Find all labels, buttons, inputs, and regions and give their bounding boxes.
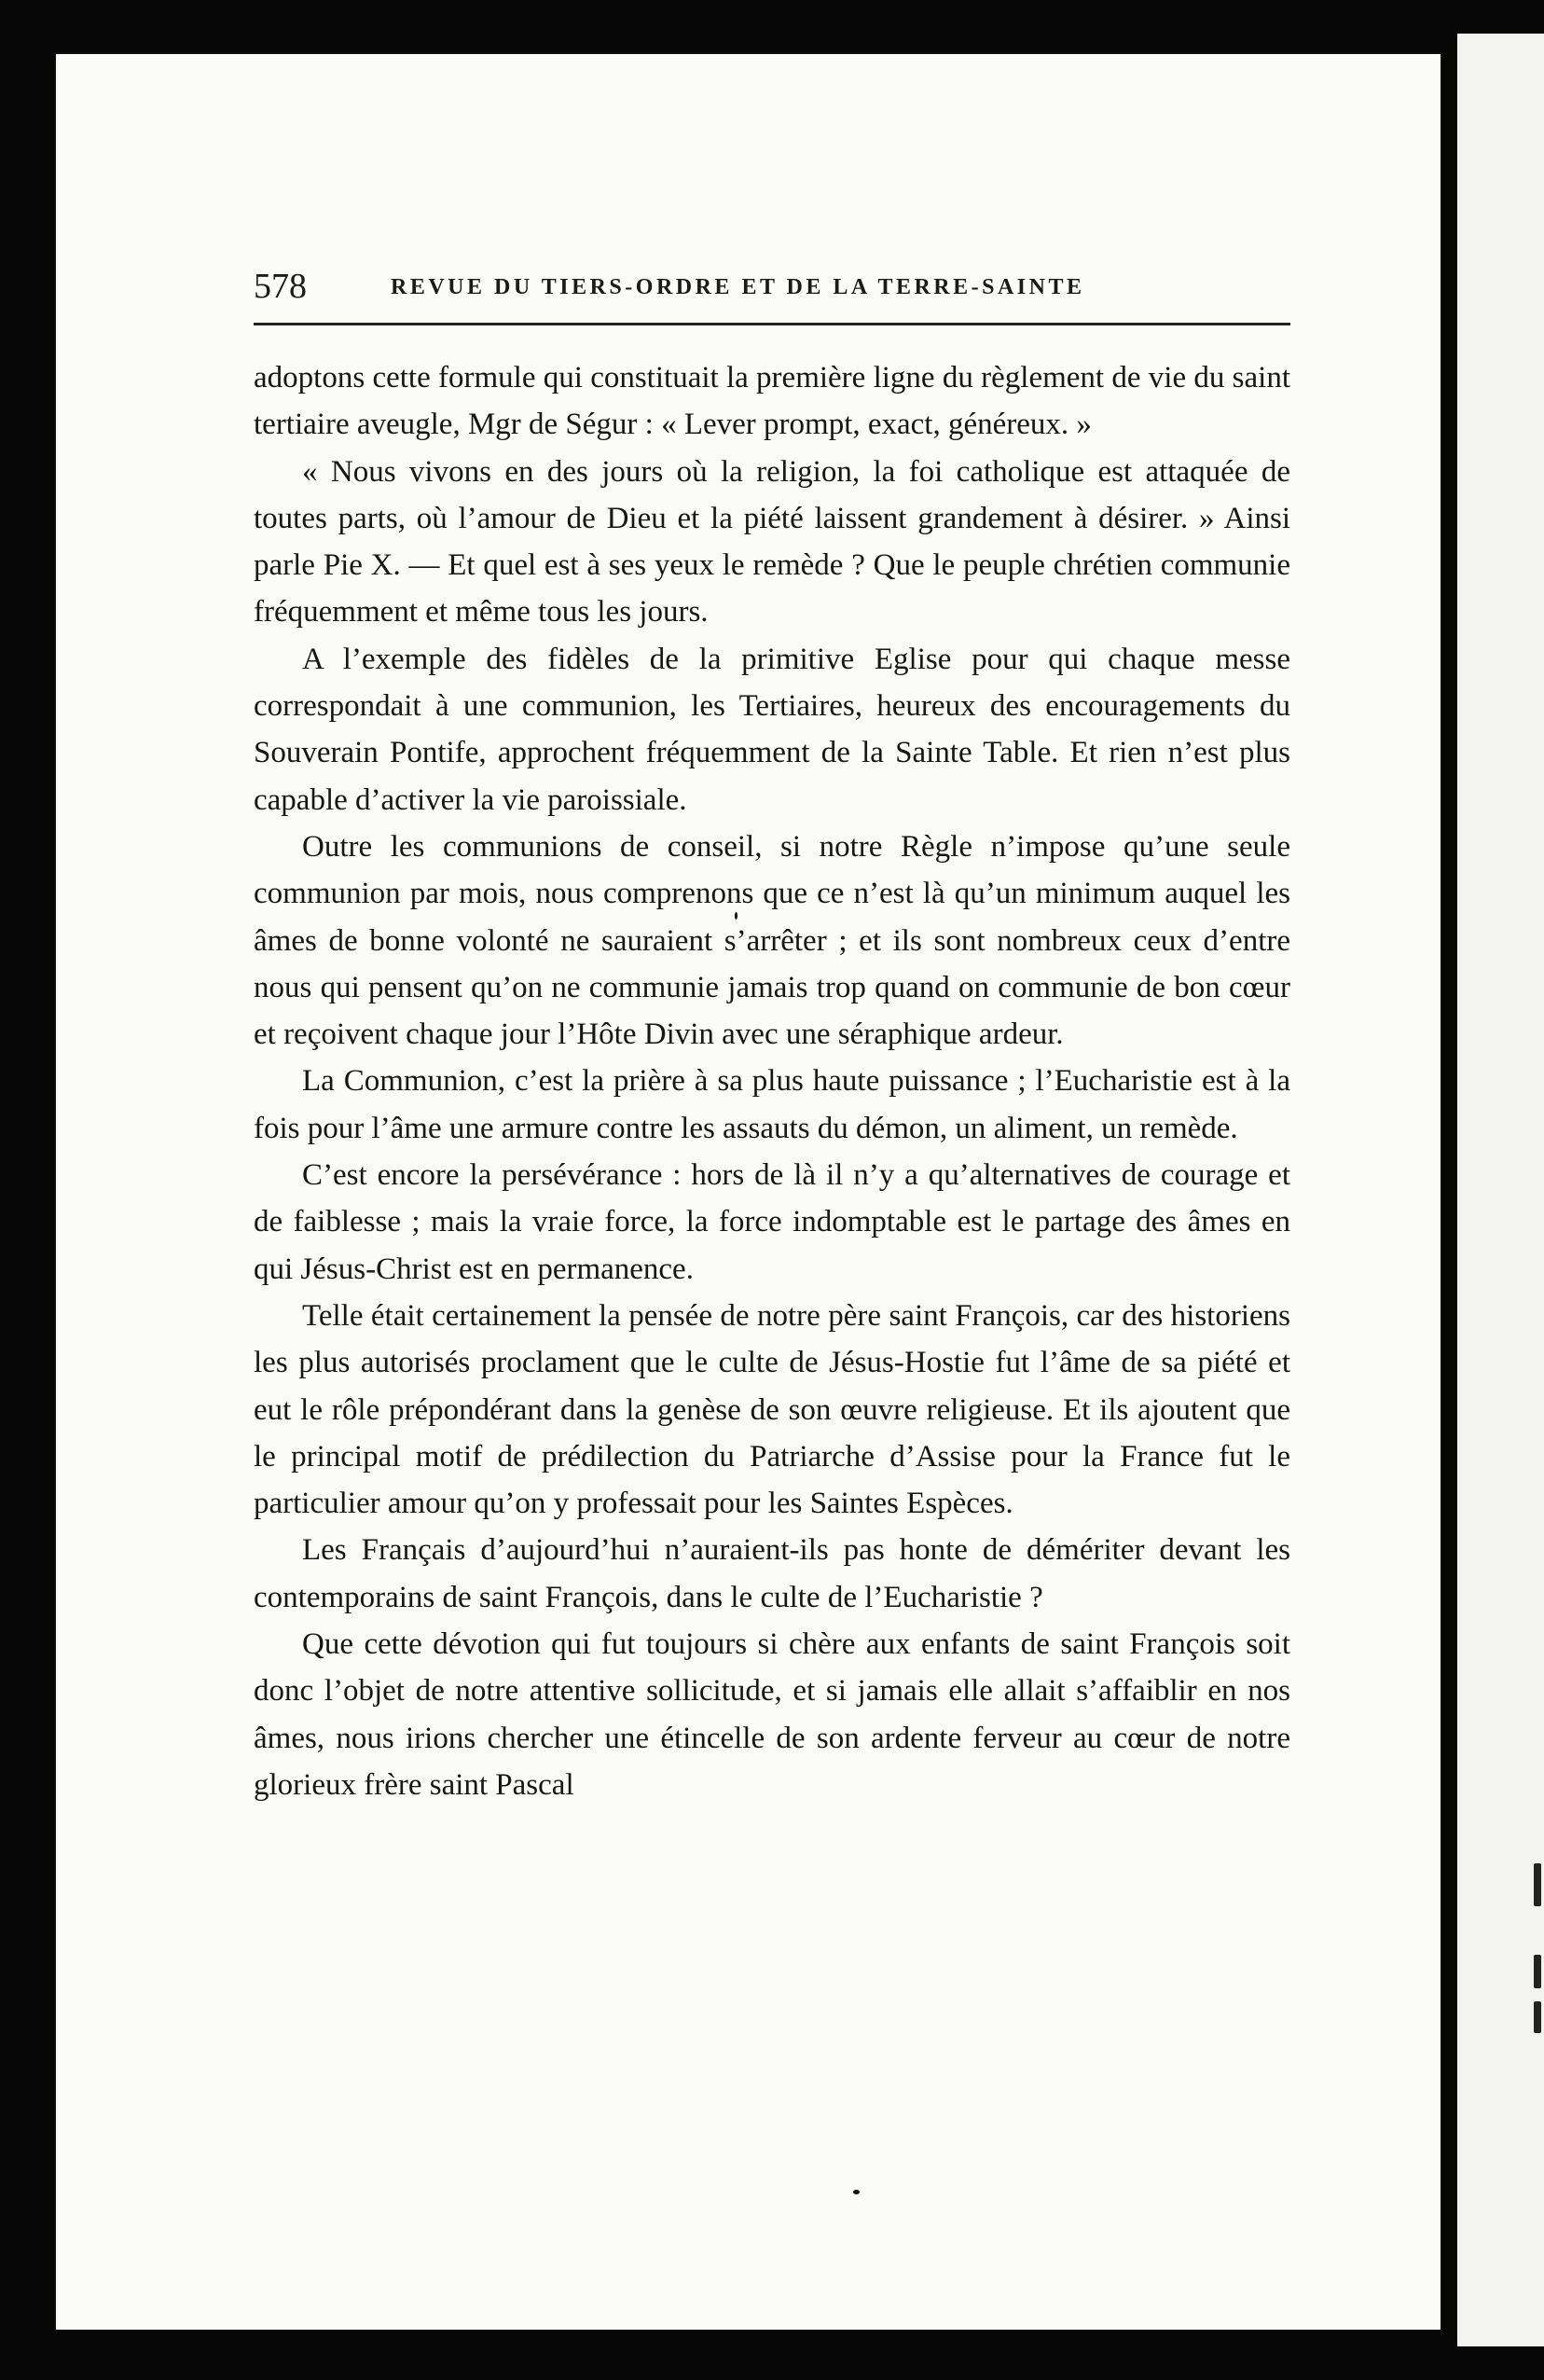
paragraph: adoptons cette formule qui constituait la première ligne du règlement de vie du saint tertiaire aveugle, Mgr de Ségur : « Lever prompt, exact, généreux. » [254, 361, 1290, 442]
paragraph: Les Français d’aujourd’hui n’auraient-ils pas honte de démériter devant les contemporains de saint François, dans le culte de l’Eucharistie ? [254, 1533, 1290, 1614]
adjacent-page-mark [1534, 2001, 1541, 2033]
adjacent-page-mark [1534, 1955, 1541, 1988]
paragraph: Que cette dévotion qui fut toujours si chère aux enfants de saint François soit donc l’objet de notre attentive sollicitude, et si jamais elle allait s’affaiblir en nos âmes, nous irions chercher une étincelle de son ardente ferveur au cœur de notre glorieux frère saint Pascal [254, 1627, 1290, 1802]
paragraph: C’est encore la persévérance : hors de là il n’y a qu’alternatives de courage et de faiblesse ; mais la vraie force, la force indomptable est le partage des âmes en qui Jésus-Christ est en permanence. [254, 1158, 1290, 1286]
header-rule [254, 323, 1290, 325]
running-title: REVUE DU TIERS-ORDRE ET DE LA TERRE-SAINTE [391, 275, 1085, 299]
body-text [254, 354, 1290, 1808]
adjacent-page-mark [1534, 1863, 1541, 1906]
paragraph: Outre les communions de conseil, si notre Règle n’impose qu’une seule communion par mois, nous comprenons que ce n’est là qu’un minimum auquel les âmes de bonne volonté ne sauraient s’arrêter ; et ils sont nombreux ceux d’entre nous qui pensent qu’on ne communie jamais trop quand on communie de bon cœur et reçoivent chaque jour l’Hôte Divin avec une séraphique ardeur. [254, 829, 1290, 1052]
scan-speck [853, 2190, 860, 2194]
paragraph: « Nous vivons en des jours où la religion, la foi catholique est attaquée de toutes parts, où l’amour de Dieu et la piété laissent grandement à désirer. » Ainsi parle Pie X. — Et quel est à ses yeux le remède ? Que le peuple chrétien communie fréquemment et même tous les jours. [254, 454, 1290, 630]
page-number: 578 [254, 267, 307, 306]
adjacent-page-edge [1457, 34, 1544, 2346]
paragraph: Telle était certainement la pensée de notre père saint François, car des historiens les plus autorisés proclament que le culte de Jésus-Hostie fut l’âme de sa piété et eut le rôle prépondérant dans la genèse de son œuvre religieuse. Et ils ajoutent que le principal motif de prédilection du Patriarche d’Assise pour la France fut le particulier amour qu’on y professait pour les Saintes Espèces. [254, 1298, 1290, 1521]
page-header [254, 267, 1290, 306]
paragraph: A l’exemple des fidèles de la primitive Eglise pour qui chaque messe correspondait à une communion, les Tertiaires, heureux des encouragements du Souverain Pontife, approchent fréquemment de la Sainte Table. Et rien n’est plus capable d’activer la vie paroissiale. [254, 642, 1290, 817]
paragraph: La Communion, c’est la prière à sa plus haute puissance ; l’Eucharistie est à la fois pour l’âme une armure contre les assauts du démon, un aliment, un remède. [254, 1064, 1290, 1145]
